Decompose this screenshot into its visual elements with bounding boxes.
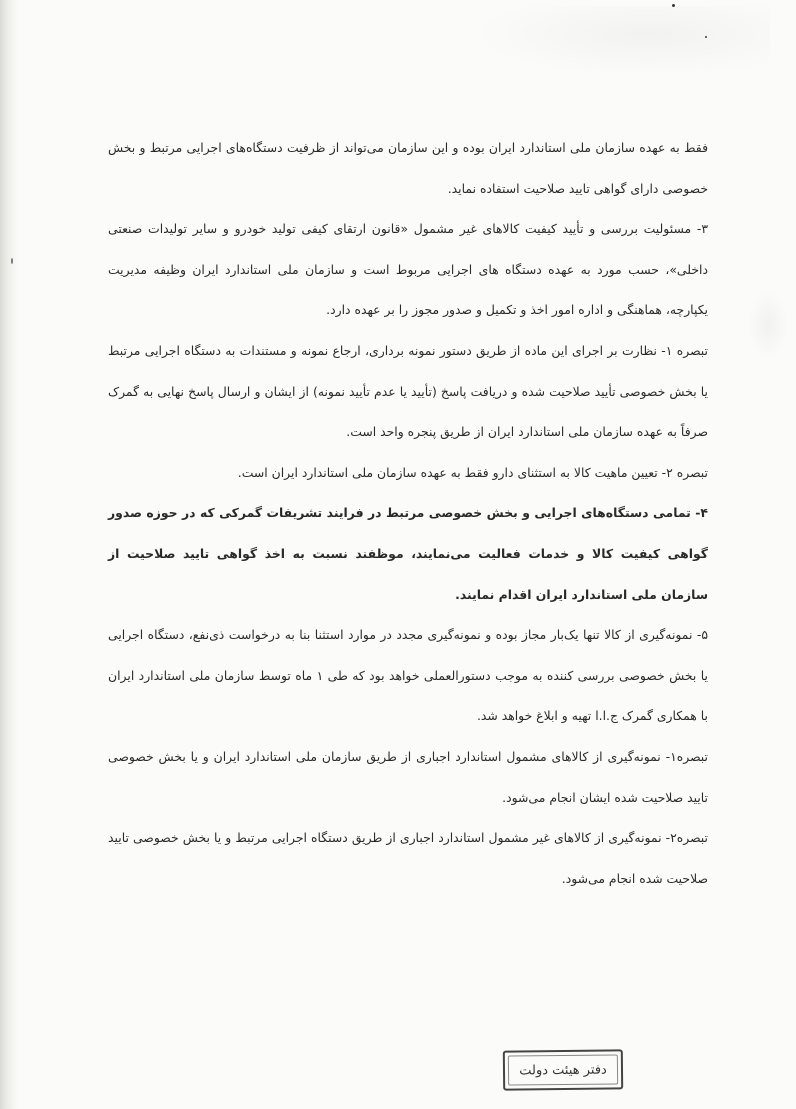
clause-5-note-1: تبصره۱- نمونه‌گیری از کالاهای مشمول استاندارد اجباری از طریق سازمان ملی استاندارد ایران و یا بخش خصوصی تایید صلاحیت شده ایشان انجام می‌شود. <box>108 748 708 805</box>
scan-speck <box>705 36 707 38</box>
office-stamp <box>503 1049 623 1090</box>
bleed-through-shadow <box>748 290 788 360</box>
scan-speck <box>672 4 675 7</box>
clause-3-note-2: تبصره ۲- تعیین ماهیت کالا به استثنای دارو فقط به عهده سازمان ملی استاندارد ایران است. <box>237 464 708 480</box>
clause-4: ۴- تمامی دستگاه‌های اجرایی و بخش خصوصی مرتبط در فرایند تشریفات گمرکی که در حوزه صدور گواهی کیفیت کالا و خدمات فعالیت می‌نمایند، موظفند نسبت به اخذ گواهی تایید صلاحیت از سازمان ملی استاندارد ایران اقدام نمایند. <box>108 505 708 602</box>
scan-speck <box>11 258 13 264</box>
bleed-through-shadow <box>470 6 770 76</box>
document-body <box>108 128 708 899</box>
paragraph-continuation: فقط به عهده سازمان ملی استاندارد ایران بوده و این سازمان می‌تواند از ظرفیت دستگاه‌های اجرایی مرتبط و بخش خصوصی دارای گواهی تایید صلاحیت استفاده نماید. <box>108 140 708 196</box>
clause-5-note-2: تبصره۲- نمونه‌گیری از کالاهای غیر مشمول استاندارد اجباری از طریق دستگاه اجرایی مرتبط و یا بخش خصوصی تایید صلاحیت شده انجام می‌شود. <box>108 830 708 886</box>
stamp-text: دفتر هیئت دولت <box>519 1062 607 1078</box>
clause-5: ۵- نمونه‌گیری از کالا تنها یک‌بار مجاز بوده و نمونه‌گیری مجدد در موارد استثنا بنا به درخواست ذی‌نفع، دستگاه اجرایی یا بخش خصوصی بررسی کننده به موجب دستورالعملی خواهد بود که طی ۱ ماه توسط سازمان ملی استاندارد ایران با همکاری گمرک ج.ا.ا تهیه و ابلاغ خواهد شد. <box>108 627 708 724</box>
scan-left-edge <box>0 0 18 1109</box>
clause-3: ۳- مسئولیت بررسی و تأیید کیفیت کالاهای غیر مشمول «قانون ارتقای کیفی تولید خودرو و سایر تولیدات صنعتی داخلی»، حسب مورد به عهده دستگاه های اجرایی مربوط است و سازمان ملی استاندارد ایران وظیفه مدیریت یکپارچه، هماهنگی و اداره امور اخذ و تکمیل و صدور مجوز را بر عهده دارد. <box>108 221 708 318</box>
clause-3-note-1: تبصره ۱- نظارت بر اجرای این ماده از طریق دستور نمونه برداری، ارجاع نمونه و مستندات به دستگاه اجرایی مرتبط یا بخش خصوصی تأیید صلاحیت شده و دریافت پاسخ (تأیید یا عدم تأیید نمونه) از ایشان و ارسال پاسخ نهایی به گمرک صرفاً به عهده سازمان ملی استاندارد ایران از طریق پنجره واحد است. <box>108 342 708 440</box>
